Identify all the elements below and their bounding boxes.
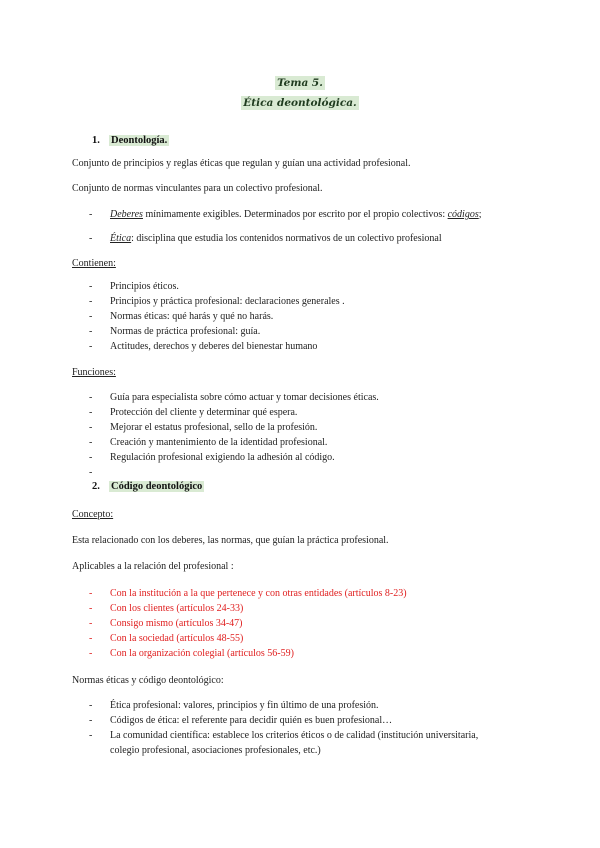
paragraph-concepto: Esta relacionado con los deberes, las normas, que guían la práctica profesional. [72,535,389,546]
document-subtitle: Ética deontológica. [243,97,357,109]
section-heading-deontologia: 1. Deontología. [92,135,168,146]
paragraph-normas: Normas éticas y código deontológico: [72,675,224,686]
document-title: Tema 5. [277,77,323,89]
section-heading-codigo: 2. Código deontológico [92,481,203,492]
paragraph-aplicables: Aplicables a la relación del profesional : [72,561,234,572]
label-funciones: Funciones: [72,367,116,378]
paragraph-definition-2: Conjunto de normas vinculantes para un colectivo profesional. [72,183,323,194]
label-concepto: Concepto: [72,509,114,520]
label-contienen: Contienen: [72,258,116,269]
document-page: Tema 5. Ética deontológica. 1. Deontología. Conjunto de principios y reglas éticas que regulan y guían una actividad profesional. Conjunto de normas vinculantes para un colectivo profesional. - Deberes mínimamente exigibles. Determinados por escrito por el propio colectivos: códigos; - Ética: disciplina que estudia los contenidos normativos de un colectivo profesional Contienen: - Principios éticos. - Principios y práctica profesional: declaraciones generales . - Normas éticas: qué harás y qué no harás. - Normas de práctica profesional: guía. - Actitudes, derechos y deberes del bienestar humano Funciones: - Guía para especialista sobre cómo actuar y tomar decisiones éticas. - Protección del cliente y determinar qué espera. - Mejorar el estatus profesional, sello de la profesión. - Creación y mantenimiento de la identidad profesional. - Regulación profesional exigiendo la adhesión al código. - 2. Código deontológico Concepto: Esta relacionado con los deberes, las normas, que guían la práctica profesional. Aplicables a la relación del profesional : - Con la institución a la que pertenece y con otras entidades (artículos 8-23) - Con los clientes (artículos 24-33) - Consigo mismo (artículos 34-47) - Con la sociedad (artículos 48-55) - Con la organización colegial (artículos 56-59) Normas éticas y código deontológico: - Ética profesional: valores, principios y fin último de una profesión. - Códigos de ética: el referente para decidir quién es buen profesional… - La comunidad científica: establece los criterios éticos o de calidad (institución universitaria, colegio profesional, asociaciones profesionales, etc.) [0,0,600,848]
paragraph-definition-1: Conjunto de principios y reglas éticas que regulan y guían una actividad profesional. [72,158,411,169]
